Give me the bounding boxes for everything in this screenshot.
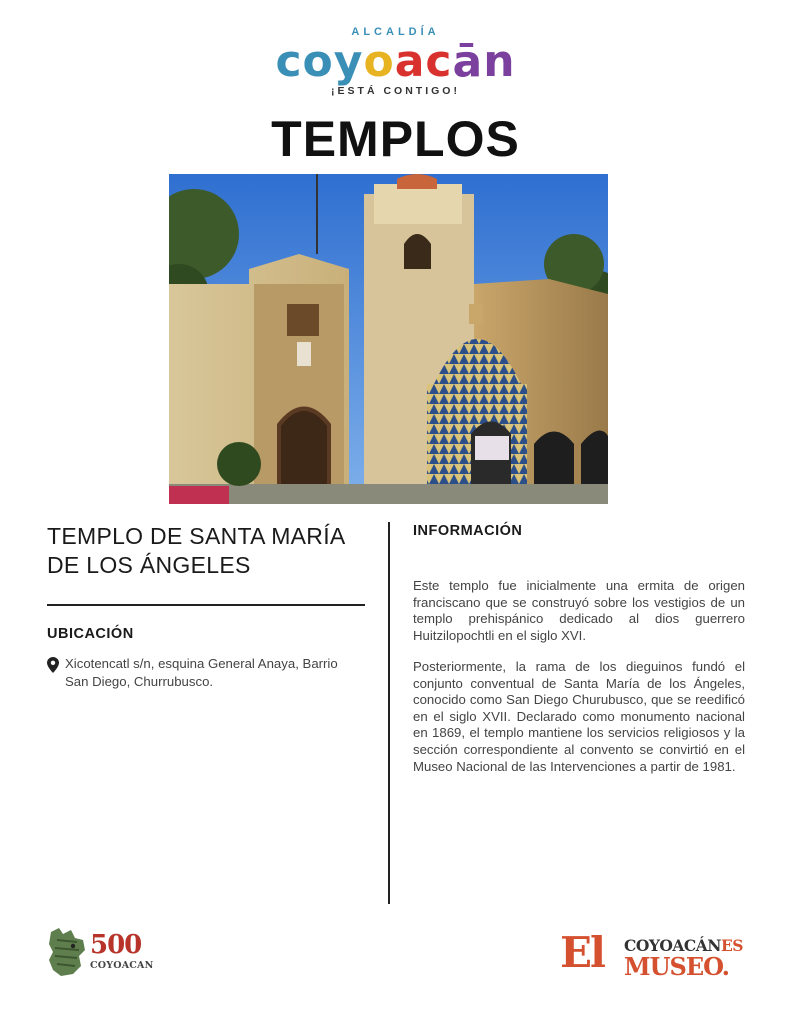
alcaldia-logo (0, 26, 791, 97)
temple-photo (169, 174, 608, 504)
informacion-heading: INFORMACIÓN (413, 523, 523, 539)
museo-logo-el: El (560, 928, 604, 977)
logo-letter: ā (452, 36, 484, 87)
section-divider (47, 604, 365, 606)
logo-letter: n (483, 36, 516, 87)
location-pin-icon (47, 657, 59, 673)
museo-logo-coyoacan: COYOACÁN (624, 936, 721, 955)
ubicacion-heading: UBICACIÓN (47, 626, 134, 642)
column-divider (388, 522, 390, 904)
info-paragraph-2: Posteriormente, la rama de los dieguinos fundó el conjunto conventual de Santa María de los Ángeles, conocido como San Diego Churubusco, que se reedificó en el siglo XVII. Declarado como monumento nacional en 1869, el templo mantiene los servicios religiosos y la sección correspondiente al convento se convirtió en el Museo Nacional de las Intervenciones a partir de 1981. (413, 659, 745, 774)
logo-coyoacan-wordmark (0, 36, 791, 87)
logo-letter: c (425, 36, 453, 87)
logo-letter: o (302, 36, 334, 87)
logo-letter: o (363, 36, 395, 87)
address-text: Xicotencatl s/n, esquina General Anaya, Barrio San Diego, Churrubusco. (65, 656, 338, 689)
logo-500-text: COYOACAN (90, 960, 154, 971)
info-paragraph-1: Este templo fue inicialmente una ermita de origen franciscano que se construyó sobre los vestigios de un templo prehispánico dedicado al dios guerrero Huitzilopochtli en el siglo XVI. (413, 578, 745, 643)
logo-500-number: 500 (90, 930, 142, 960)
logo-letter: a (394, 36, 426, 87)
logo-letter: y (333, 36, 364, 87)
museo-logo-es: ES (720, 936, 743, 955)
coyoacan-es-museo-logo (560, 930, 760, 982)
logo-letter: c (275, 36, 303, 87)
logo-alcaldia-text: ALCALDÍA (351, 26, 440, 38)
coyoacan-500-logo (47, 926, 167, 978)
coyote-head-icon (47, 926, 87, 978)
museo-logo-museo: MUSEO. (624, 952, 729, 981)
page-title: TEMPLOS (271, 111, 520, 167)
temple-name: TEMPLO DE SANTA MARÍA DE LOS ÁNGELES (47, 523, 345, 578)
logo-tagline: ¡ESTÁ CONTIGO! (331, 85, 460, 97)
